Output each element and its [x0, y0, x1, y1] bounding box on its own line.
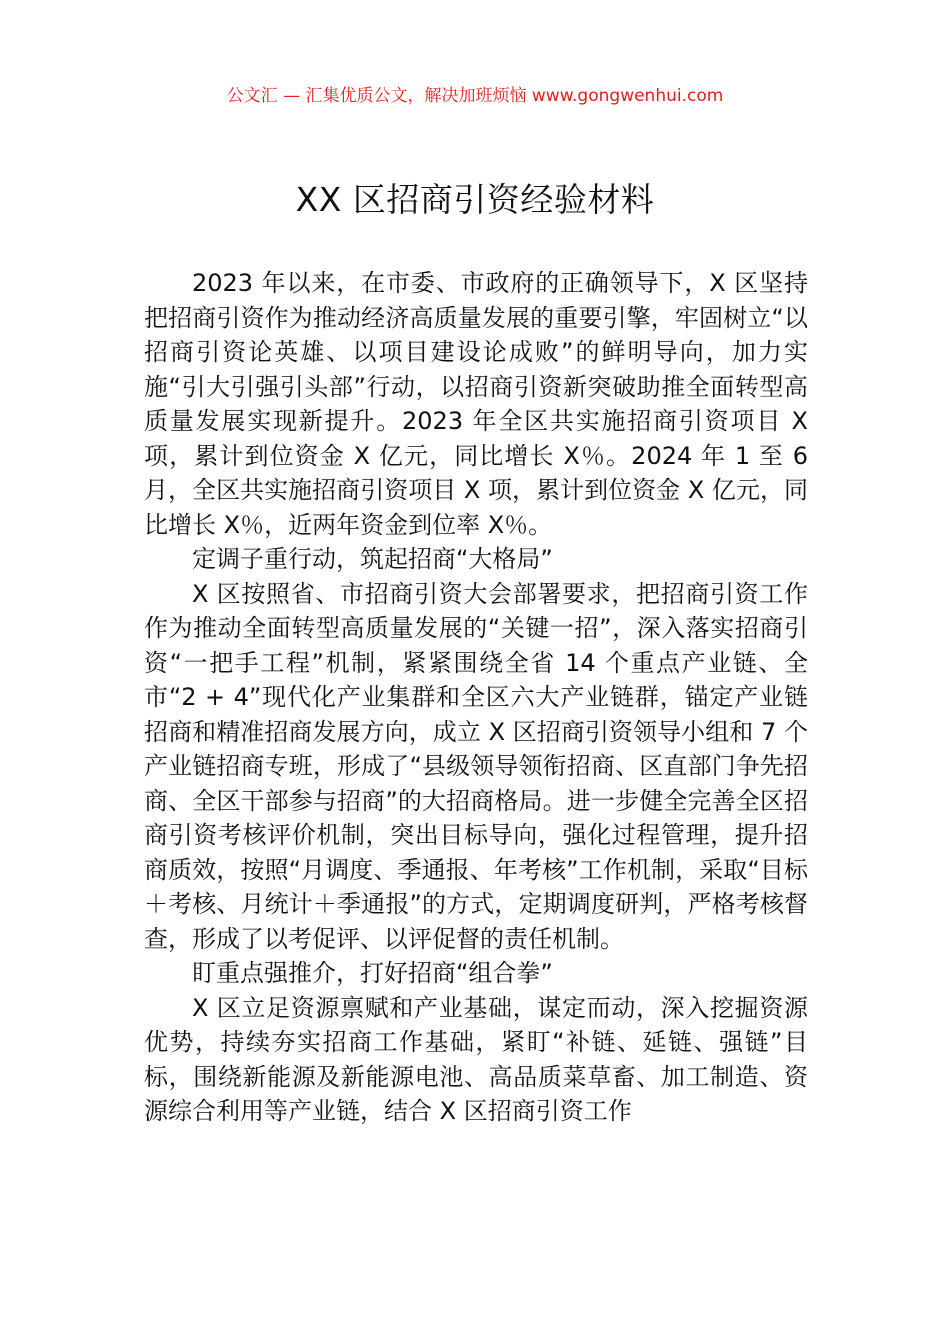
section-heading-1: 定调子重行动，筑起招商“大格局”	[192, 545, 553, 573]
section-heading-2: 盯重点强推介，打好招商“组合拳”	[192, 959, 553, 987]
paragraph-section-2: X 区立足资源禀赋和产业基础，谋定而动，深入挖掘资源优势，持续夯实招商工作基础，紧盯“补链、延链、强链”目标，围绕新能源及新能源电池、高品质菜草畜、加工制造、资源综合利用等产业链，结合 X 区招商引资工作	[144, 993, 808, 1125]
document-body	[144, 266, 808, 1129]
paragraph-section-1: X 区按照省、市招商引资大会部署要求，把招商引资工作作为推动全面转型高质量发展的“关键一招”，深入落实招商引资“一把手工程”机制，紧紧围绕全省 14 个重点产业链、全市“2 + 4”现代化产业集群和全区六大产业链群，锚定产业链招商和精准招商发展方向，成立 X 区招商引资领导小组和 7 个产业链招商专班，形成了“县级领导领衔招商、区直部门争先招商、全区干部参与招商”的大招商格局。进一步健全完善全区招商引资考核评价机制，突出目标导向，强化过程管理，提升招商质效，按照“月调度、季通报、年考核”工作机制，采取“目标＋考核、月统计＋季通报”的方式，定期调度研判，严格考核督查，形成了以考促评、以评促督的责任机制。	[144, 579, 808, 953]
paragraph-intro: 2023 年以来，在市委、市政府的正确领导下，X 区坚持把招商引资作为推动经济高质量发展的重要引擎，牢固树立“以招商引资论英雄、以项目建设论成败”的鲜明导向，加力实施“引大引强引头部”行动，以招商引资新突破助推全面转型高质量发展实现新提升。2023 年全区共实施招商引资项目 X 项，累计到位资金 X 亿元，同比增长 X％。2024 年 1 至 6 月，全区共实施招商引资项目 X 项，累计到位资金 X 亿元，同比增长 X％，近两年资金到位率 X％。	[144, 269, 808, 539]
document-title: XX 区招商引资经验材料	[295, 180, 655, 219]
header-banner: 公文汇 — 汇集优质公文，解决加班烦恼 www.gongwenhui.com	[226, 86, 724, 106]
